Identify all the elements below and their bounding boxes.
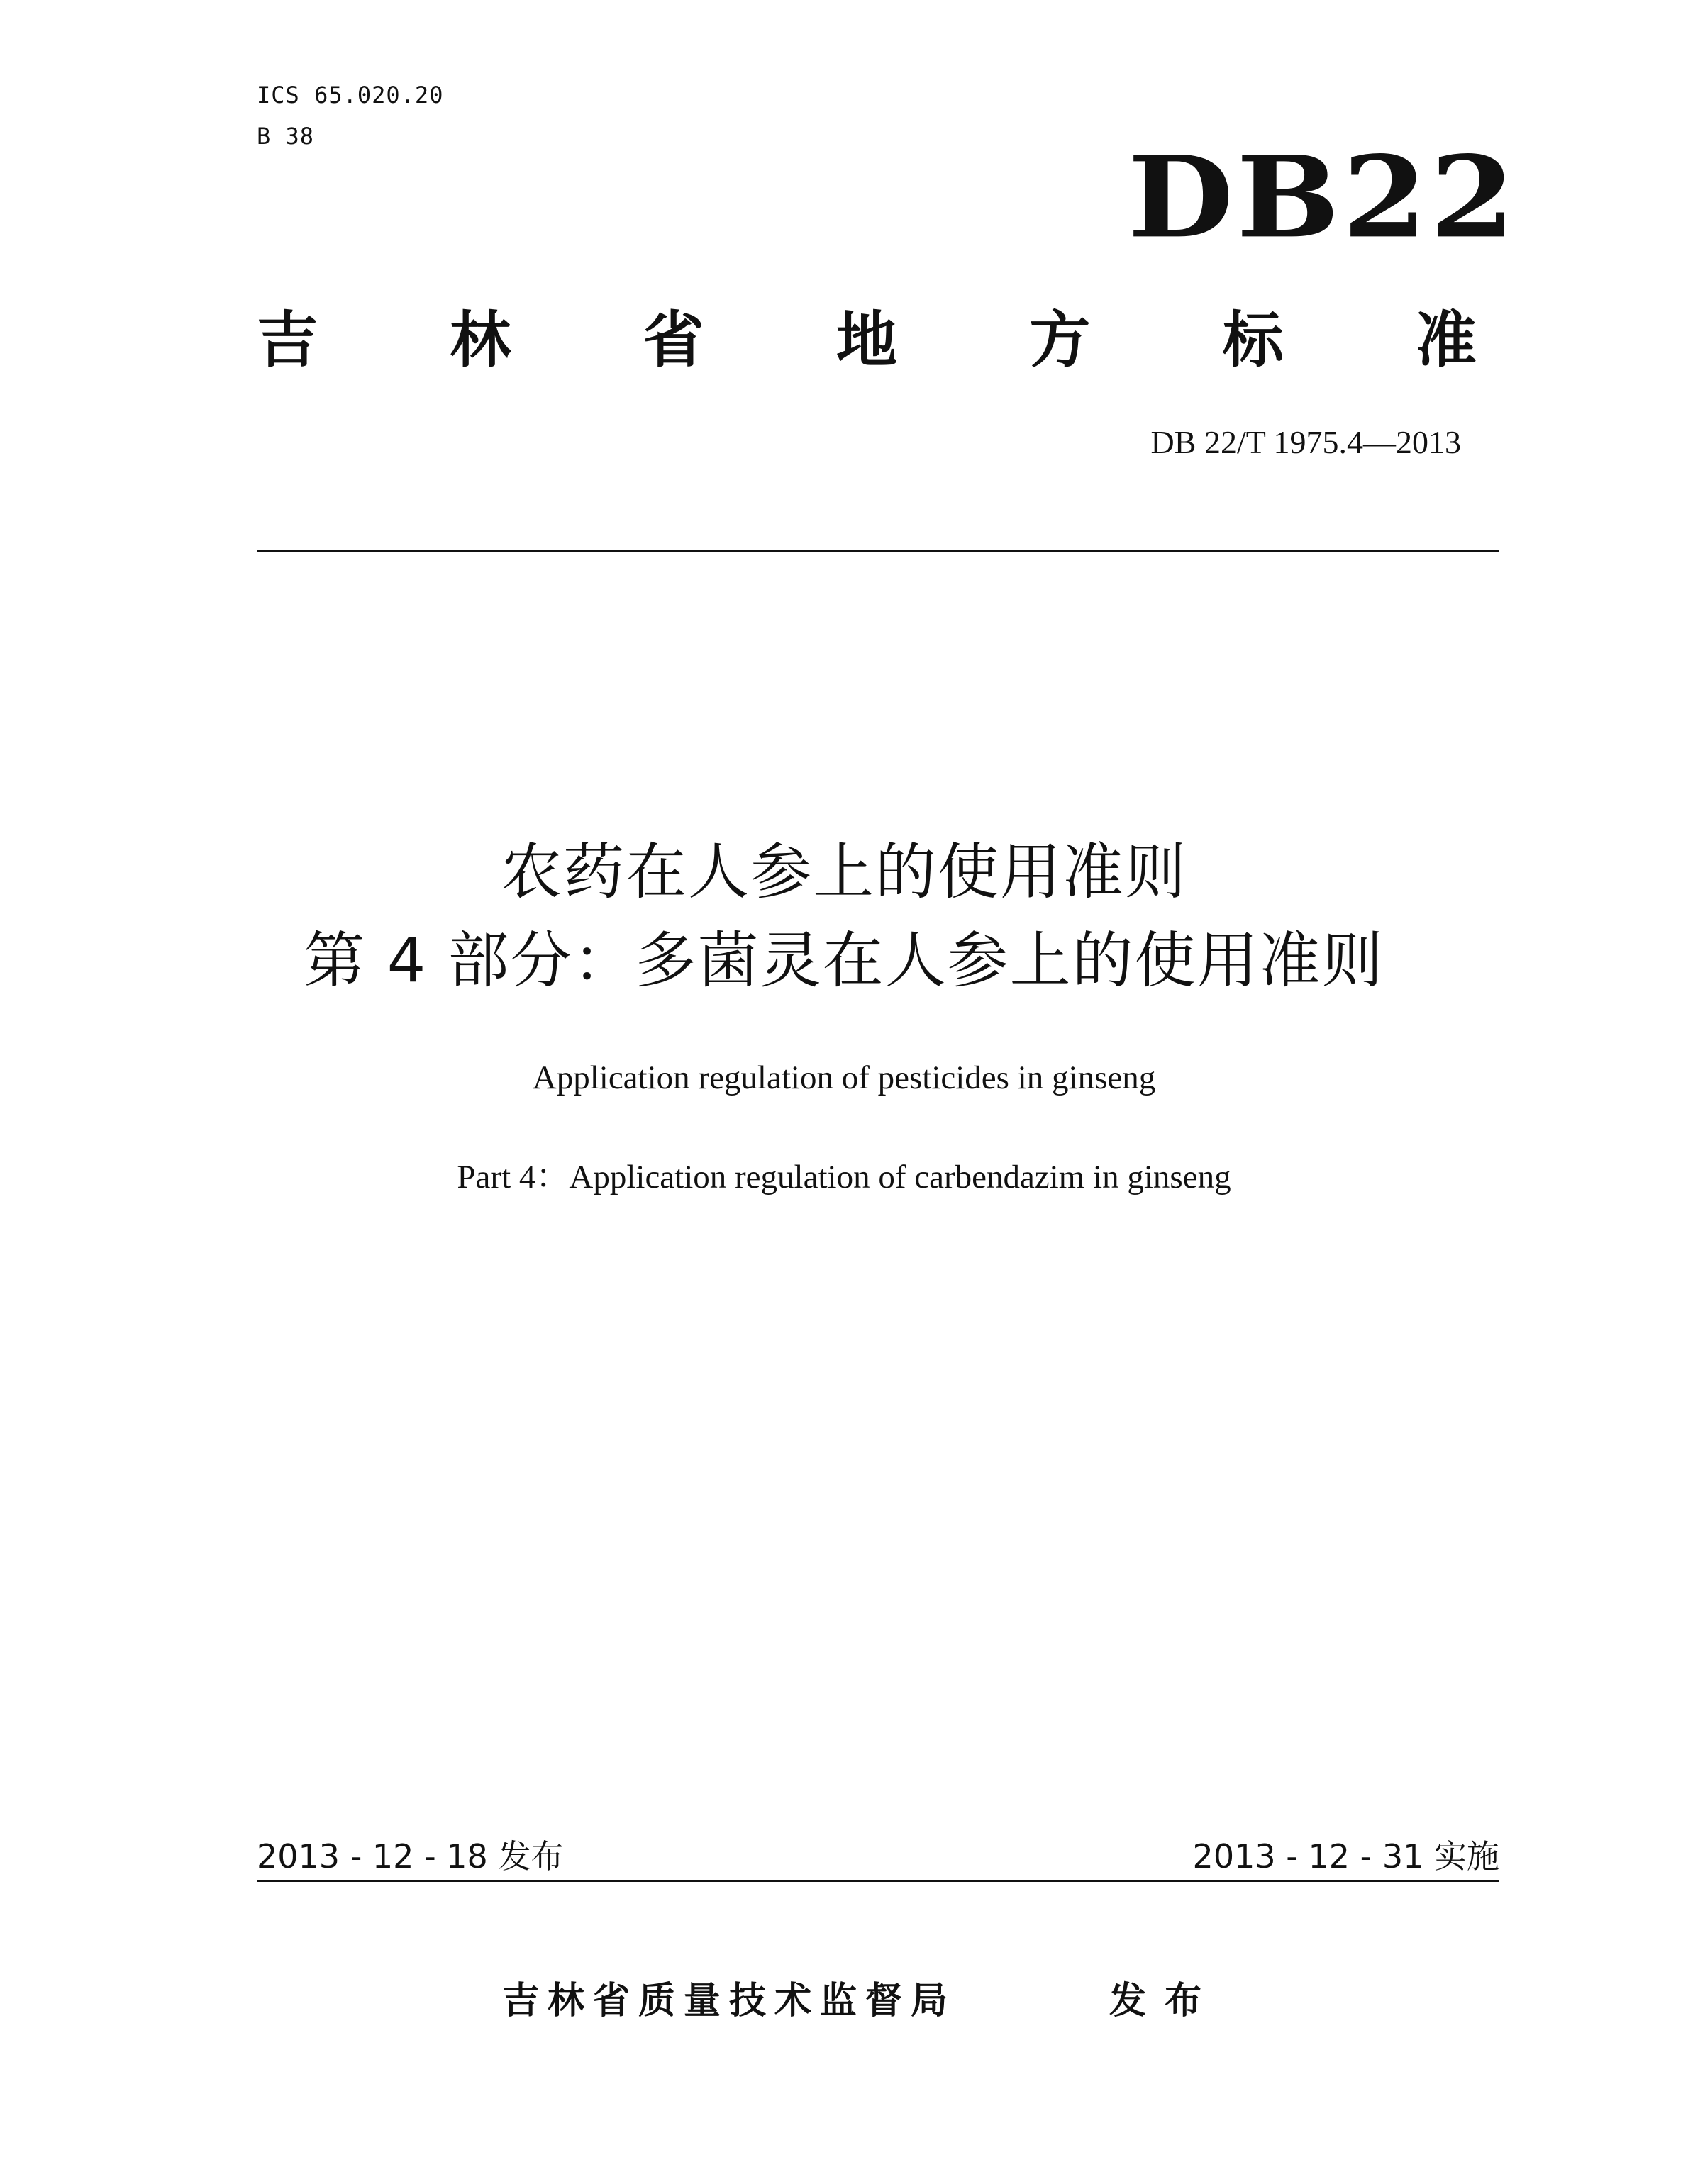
standard-logo: DB22 <box>1128 130 1518 264</box>
standard-type-char: 标 <box>1222 305 1284 376</box>
title-chinese-main: 农药在人参上的使用准则 <box>501 837 1187 908</box>
standard-type-char: 方 <box>1029 305 1091 376</box>
footer-divider <box>257 1880 1499 1882</box>
standard-type-heading <box>257 305 1477 376</box>
title-english-part: Part 4：Application regulation of carbendazim in ginseng <box>457 1159 1231 1196</box>
issuing-authority: 吉林省质量技术监督局 <box>502 1980 957 2022</box>
standard-type-char: 准 <box>1415 305 1477 376</box>
issuing-action: 发布 <box>1109 1980 1221 2022</box>
header-divider <box>257 550 1499 552</box>
standard-number: DB 22/T 1975.4—2013 <box>1150 424 1461 460</box>
ccs-code: B 38 <box>257 123 315 150</box>
title-chinese-part: 第 4 部分：多菌灵在人参上的使用准则 <box>304 925 1384 996</box>
standard-type-char: 省 <box>643 305 704 376</box>
standard-type-char: 地 <box>835 305 897 376</box>
ics-code: ICS 65.020.20 <box>257 82 444 108</box>
standard-type-char: 林 <box>450 305 511 376</box>
title-english-main: Application regulation of pesticides in ginseng <box>532 1059 1156 1096</box>
standard-type-char: 吉 <box>257 305 318 376</box>
implementation-date: 2013 - 12 - 31 实施 <box>1192 1837 1499 1876</box>
issue-date: 2013 - 12 - 18 发布 <box>257 1837 564 1876</box>
